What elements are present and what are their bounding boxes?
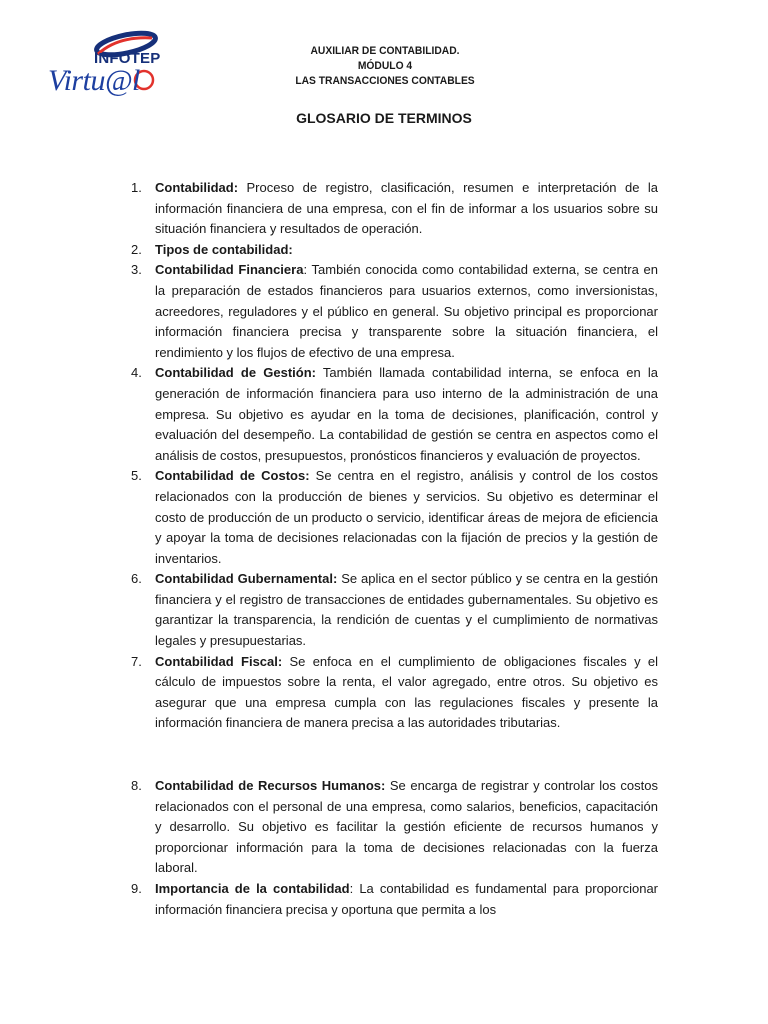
glossary-definition: Se encarga de registrar y controlar los costos relacionados con el personal de una empresa, como salarios, beneficios, capacitación y desarrollo. Su objetivo es facilitar la gestión eficiente de recursos humanos y proporcionar información para la toma de decisiones relacionadas con la fuerza laboral. bbox=[155, 778, 658, 876]
page-title: GLOSARIO DE TERMINOS bbox=[296, 110, 472, 126]
glossary-item: 6. Contabilidad Gubernamental: Se aplica en el sector público y se centra en la gestión financiera y el registro de transacciones de entidades gubernamentales. Su objetivo es garantizar la transparencia, la rendición de cuentas y el cumplimiento de normativas legales y presupuestarias. bbox=[131, 571, 659, 649]
header-topic: LAS TRANSACCIONES CONTABLES bbox=[295, 75, 475, 87]
header-course: AUXILIAR DE CONTABILIDAD. bbox=[310, 45, 460, 57]
glossary-term: Contabilidad de Costos: bbox=[155, 468, 310, 484]
document-header bbox=[261, 44, 509, 89]
glossary-item: 3. Contabilidad Financiera: También conocida como contabilidad externa, se centra en la preparación de estados financieros para usuarios externos, como inversionistas, acreedores, reguladores y el público en general. Su objetivo principal es proporcionar información financiera precisa y transparente sobre la situación financiera, el rendimiento y los flujos de efectivo de una empresa. bbox=[131, 262, 658, 360]
glossary-item: 9. Importancia de la contabilidad: La contabilidad es fundamental para proporcionar información financiera precisa y oportuna que permita a los bbox=[131, 881, 658, 917]
glossary-definition: Se centra en el registro, análisis y control de los costos relacionados con la producción de bienes y servicios. Su objetivo es determinar el costo de producción de un producto o servicio, identificar áreas de mejora de eficiencia y apoyar la toma de decisiones relacionadas con la fijación de precios y la gestión de inventarios. bbox=[155, 468, 658, 566]
glossary-definition: : La contabilidad es fundamental para proporcionar información financiera precisa y oportuna que permita a los bbox=[155, 881, 658, 917]
glossary-item: 1. Contabilidad: Proceso de registro, clasificación, resumen e interpretación de la información financiera de una empresa, con el fin de informar a los usuarios sobre su situación financiera y resultados de operación. bbox=[131, 180, 658, 237]
glossary-definition: Se enfoca en el cumplimiento de obligaciones fiscales y el cálculo de impuestos sobre la renta, el valor agregado, entre otros. Su objetivo es asegurar que una empresa cumpla con las regulaciones fiscales y presente la información financiera de manera precisa a las autoridades tributarias. bbox=[155, 653, 658, 731]
glossary-item: 5. Contabilidad de Costos: Se centra en el registro, análisis y control de los costos relacionados con la producción de bienes y servicios. Su objetivo es determinar el costo de producción de un producto o servicio, identificar áreas de mejora de eficiencia y apoyar la toma de decisiones relacionadas con la fijación de precios y la gestión de inventarios. bbox=[131, 468, 658, 566]
glossary-item: 7. Contabilidad Fiscal: Se enfoca en el cumplimiento de obligaciones fiscales y el cálculo de impuestos sobre la renta, el valor agregado, entre otros. Su objetivo es asegurar que una empresa cumpla con las regulaciones fiscales y presente la información financiera de manera precisa a las autoridades tributarias. bbox=[131, 653, 658, 731]
glossary-term: Contabilidad de Gestión: bbox=[155, 365, 316, 381]
logo-brand-text: INFOTEP bbox=[94, 50, 161, 67]
glossary-term: Contabilidad Financiera bbox=[155, 262, 304, 278]
glossary-item: 4. Contabilidad de Gestión: También llamada contabilidad interna, se enfoca en la generación de información financiera para uso interno de la administración de una empresa. Su objetivo es ayudar en la toma de decisiones, planificación, control y evaluación del desempeño. La contabilidad de gestión se centra en aspectos como el análisis de costos, presupuestos, pronósticos financieros y evaluación de proyectos. bbox=[131, 365, 658, 463]
paragraph-gap bbox=[155, 734, 658, 776]
logo-script-text: Virtu@l bbox=[48, 64, 140, 97]
glossary-term: Contabilidad Gubernamental: bbox=[155, 571, 338, 587]
glossary-definition: : También conocida como contabilidad externa, se centra en la preparación de estados financieros para usuarios externos, como inversionistas, acreedores, reguladores y el público en general. Su objetivo principal es proporcionar información financiera precisa y transparente sobre la situación financiera, el rendimiento y los flujos de efectivo de una empresa. bbox=[155, 262, 658, 360]
infotep-virtual-logo bbox=[48, 28, 168, 97]
glossary-term: Tipos de contabilidad: bbox=[155, 241, 293, 257]
header-module: MÓDULO 4 bbox=[357, 60, 413, 72]
glossary-definition: Proceso de registro, clasificación, resumen e interpretación de la información financiera de una empresa, con el fin de informar a los usuarios sobre su situación financiera y resultados de operación. bbox=[155, 180, 658, 237]
glossary-term: Importancia de la contabilidad bbox=[155, 881, 350, 896]
glossary-item: 2. Tipos de contabilidad: bbox=[131, 241, 293, 257]
glossary-list bbox=[131, 178, 659, 920]
glossary-definition: También llamada contabilidad interna, se enfoca en la generación de información financiera para uso interno de la administración de una empresa. Su objetivo es ayudar en la toma de decisiones, planificación, control y evaluación del desempeño. La contabilidad de gestión se centra en aspectos como el análisis de costos, presupuestos, pronósticos financieros y evaluación de proyectos. bbox=[155, 365, 658, 463]
glossary-term: Contabilidad de Recursos Humanos: bbox=[155, 778, 386, 794]
glossary-term: Contabilidad Fiscal: bbox=[155, 653, 283, 669]
glossary-item: 8. Contabilidad de Recursos Humanos: Se encarga de registrar y controlar los costos relacionados con el personal de una empresa, como salarios, beneficios, capacitación y desarrollo. Su objetivo es facilitar la gestión eficiente de recursos humanos y proporcionar información para la toma de decisiones relacionadas con la fuerza laboral. bbox=[131, 778, 658, 876]
glossary-definition: Se aplica en el sector público y se centra en la gestión financiera y el registro de transacciones de entidades gubernamentales. Su objetivo es garantizar la transparencia, la rendición de cuentas y el cumplimiento de normativas legales y presupuestarias. bbox=[155, 571, 659, 649]
glossary-term: Contabilidad: bbox=[155, 180, 239, 195]
